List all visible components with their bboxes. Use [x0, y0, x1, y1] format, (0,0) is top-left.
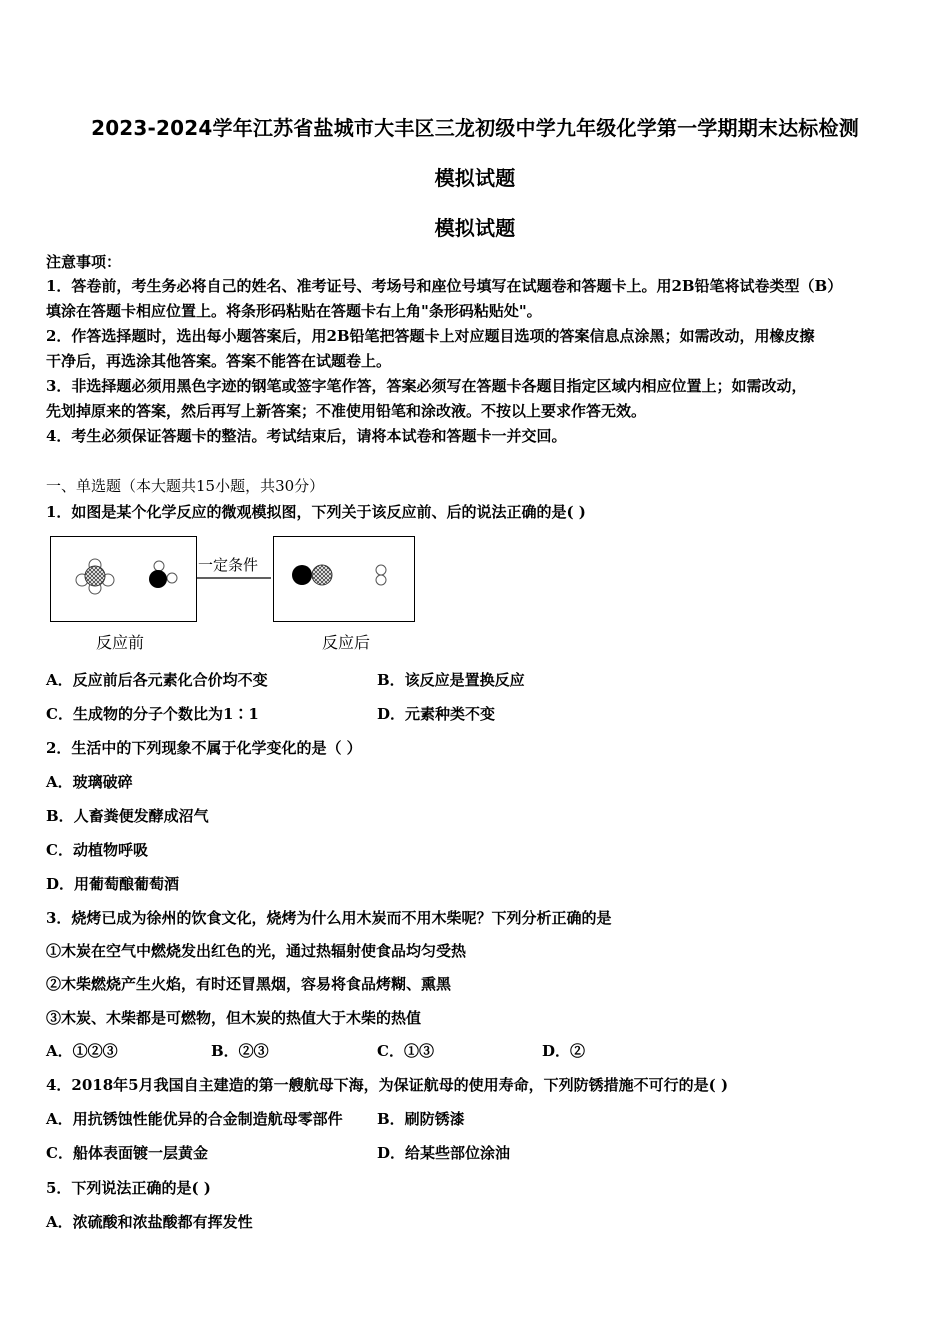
q2-option-a: A．玻璃破碎: [46, 773, 133, 791]
q1-option-c: C．生成物的分子个数比为1∶1: [46, 705, 259, 723]
q4-option-d: D．给某些部位涂油: [377, 1144, 511, 1162]
q3-statement-3: ③木炭、木柴都是可燃物，但木炭的热值大于木柴的热值: [46, 1009, 422, 1027]
q3-option-a: A．①②③: [46, 1042, 118, 1060]
q2-option-d: D．用葡萄酿葡萄酒: [46, 875, 180, 893]
q3-option-c: C．①③: [377, 1042, 434, 1060]
q1-option-b: B．该反应是置换反应: [377, 671, 525, 689]
q1-stem: 1．如图是某个化学反应的微观模拟图，下列关于该反应前、后的说法正确的是( ): [46, 503, 586, 521]
q2-option-c: C．动植物呼吸: [46, 841, 148, 859]
q3-statement-2: ②木柴燃烧产生火焰，有时还冒黑烟，容易将食品烤糊、熏黑: [46, 975, 452, 993]
reaction-condition: 一定条件: [198, 556, 259, 574]
notice-line-5: 3．非选择题必须用黑色字迹的钢笔或签字笔作答，答案必须写在答题卡各题目指定区域内相应位置上；如需改动，: [46, 377, 807, 395]
q1-option-a: A．反应前后各元素化合价均不变: [46, 671, 268, 689]
reaction-diagram: [46, 534, 426, 659]
q1-option-d: D．元素种类不变: [377, 705, 496, 723]
exam-title-line2: 模拟试题: [434, 166, 516, 190]
q3-stem: 3．烧烤已成为徐州的饮食文化，烧烤为什么用木炭而不用木柴呢？下列分析正确的是: [46, 909, 612, 927]
water-molecule: [149, 561, 177, 588]
notice-line-1: 1．答卷前，考生务必将自己的姓名、准考证号、考场号和座位号填写在试题卷和答题卡上。用2B铅笔将试卷类型（B）: [46, 277, 843, 295]
notice-heading: 注意事项：: [46, 253, 122, 271]
q4-option-b: B．刷防锈漆: [377, 1110, 465, 1128]
q5-option-a: A．浓硫酸和浓盐酸都有挥发性: [46, 1213, 253, 1231]
label-before: 反应前: [96, 633, 145, 652]
q5-stem: 5．下列说法正确的是( ): [46, 1179, 211, 1197]
q3-option-b: B．②③: [211, 1042, 269, 1060]
notice-line-6: 先划掉原来的答案，然后再写上新答案；不准使用铅笔和涂改液。不按以上要求作答无效。: [46, 402, 647, 420]
co-molecule: [292, 565, 332, 585]
q2-option-b: B．人畜粪便发酵成沼气: [46, 807, 209, 825]
notice-line-3: 2．作答选择题时，选出每小题答案后，用2B铅笔把答题卡上对应题目选项的答案信息点涂黑；如需改动，用橡皮擦: [46, 327, 815, 345]
q2-stem: 2．生活中的下列现象不属于化学变化的是（ ）: [46, 739, 362, 757]
exam-title-line3: 模拟试题: [434, 216, 516, 240]
q4-option-c: C．船体表面镀一层黄金: [46, 1144, 208, 1162]
exam-title-line1: 2023-2024学年江苏省盐城市大丰区三龙初级中学九年级化学第一学期期末达标检测: [91, 116, 859, 140]
notice-line-2: 填涂在答题卡相应位置上。将条形码粘贴在答题卡右上角"条形码粘贴处"。: [46, 302, 542, 320]
h2-molecule: [376, 565, 386, 585]
q3-statement-1: ①木炭在空气中燃烧发出红色的光，通过热辐射使食品均匀受热: [46, 942, 467, 960]
notice-line-4: 干净后，再选涂其他答案。答案不能答在试题卷上。: [46, 352, 392, 370]
q4-option-a: A．用抗锈蚀性能优异的合金制造航母零部件: [46, 1110, 343, 1128]
notice-line-7: 4．考生必须保证答题卡的整洁。考试结束后，请将本试卷和答题卡一并交回。: [46, 427, 567, 445]
methane-molecule: [76, 559, 114, 594]
label-after: 反应后: [322, 633, 371, 652]
q3-option-d: D．②: [542, 1042, 586, 1060]
section-heading: 一、单选题（本大题共15小题，共30分）: [46, 477, 325, 495]
q4-stem: 4．2018年5月我国自主建造的第一艘航母下海，为保证航母的使用寿命，下列防锈措施不可行的是( ): [46, 1076, 729, 1094]
